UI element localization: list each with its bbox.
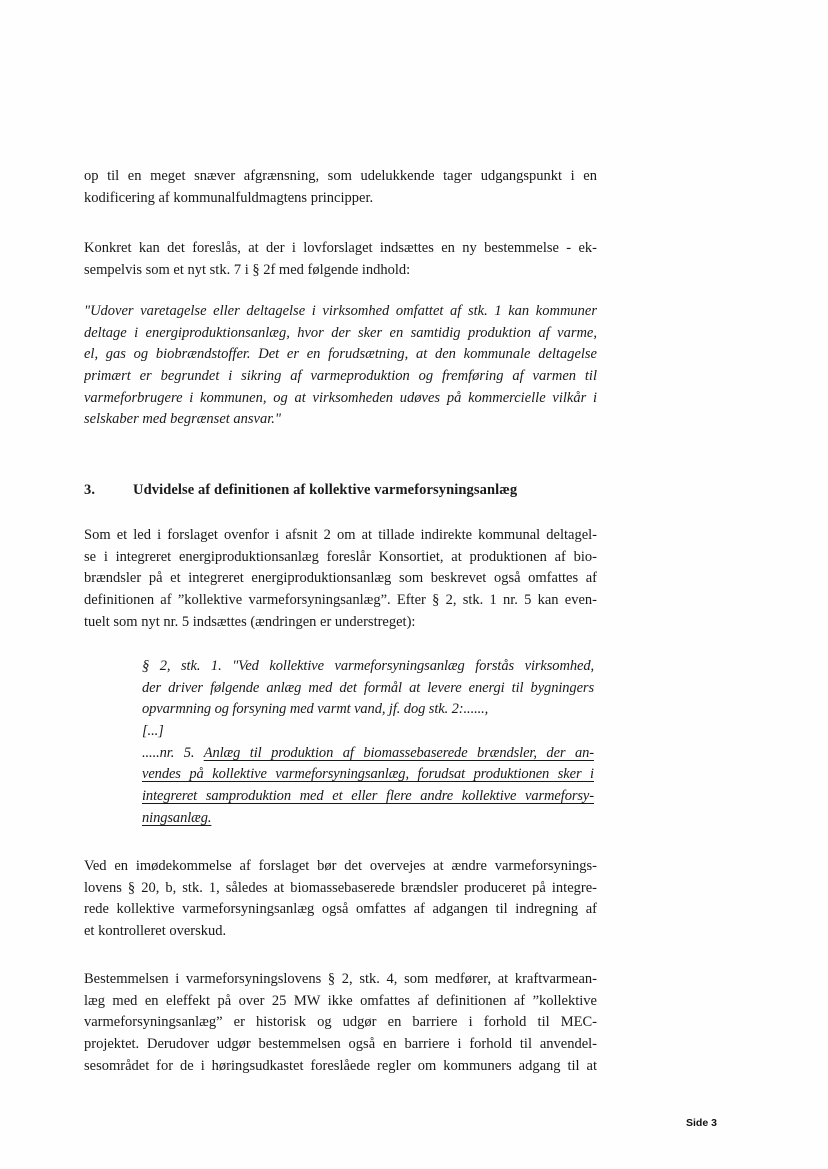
text-line: selskaber med begrænset ansvar." bbox=[84, 411, 281, 428]
text-line: § 2, stk. 1. "Ved kollektive varmeforsyningsanlæg forstås virksomhed, bbox=[142, 658, 594, 674]
section-heading bbox=[84, 480, 597, 502]
text-line: sesområdet for de i høringsudkastet foreslåede regler om kommuners adgang til at bbox=[84, 1057, 597, 1074]
text-line: definitionen af ”kollektive varmeforsyningsanlæg”. Efter § 2, stk. 1 nr. 5 kan even- bbox=[84, 592, 597, 609]
statute-quote-block bbox=[142, 656, 594, 830]
text-line: Konkret kan det foreslås, at der i lovforslaget indsættes en ny bestemmelse - ek- bbox=[84, 240, 597, 256]
text-line: et kontrolleret overskud. bbox=[84, 923, 227, 940]
text-line-mixed bbox=[142, 743, 594, 765]
paragraph-som-et-led bbox=[84, 525, 597, 633]
text-line: læg med en eleffekt på over 25 MW ikke omfattes af definitionen af ”kollektive bbox=[84, 992, 597, 1009]
section-title: Udvidelse af definitionen af kollektive varmeforsyningsanlæg bbox=[133, 482, 518, 498]
statute-nr5-underlined: Anlæg til produktion af biomassebaserede brændsler, der an- bbox=[203, 744, 594, 761]
text-line: varmeforsyningsanlæg” er historisk og udgør en barriere i forhold til MEC- bbox=[84, 1014, 597, 1031]
quote-draft-provision bbox=[84, 301, 597, 431]
text-line: deltage i energiproduktionsanlæg, hvor der sker en samtidig produktion af varme, bbox=[84, 324, 597, 341]
text-line: lovens § 20, b, stk. 1, således at biomassebaserede brændsler produceret på integre- bbox=[84, 879, 597, 896]
paragraph-ved-en bbox=[84, 856, 597, 943]
text-line: der driver følgende anlæg med det formål at levere energi til bygningers bbox=[142, 679, 594, 696]
text-line-underlined: ningsanlæg. bbox=[142, 809, 212, 826]
statute-nr5-prefix: .....nr. 5. bbox=[142, 744, 204, 761]
text-line: sempelvis som et nyt stk. 7 i § 2f med følgende indhold: bbox=[84, 261, 411, 278]
text-line: brændsler på et integreret energiproduktionsanlæg som beskrevet også omfattes af bbox=[84, 570, 597, 587]
page-number: Side 3 bbox=[686, 1117, 717, 1129]
text-line: tuelt som nyt nr. 5 indsættes (ændringen er understreget): bbox=[84, 613, 416, 630]
text-line: opvarmning og forsyning med varmt vand, jf. dog stk. 2:......, bbox=[142, 701, 489, 718]
text-line-underlined: vendes på kollektive varmeforsyningsanlæg, forudsat produktionen sker i bbox=[142, 766, 594, 783]
text-line: rede kollektive varmeforsyningsanlæg også omfattes af adgangen til indregning af bbox=[84, 901, 597, 918]
text-line: Ved en imødekommelse af forslaget bør det overvejes at ændre varmeforsynings- bbox=[84, 858, 597, 874]
paragraph-intro bbox=[84, 166, 597, 209]
text-line: varmeforbrugere i kommunen, og at virksomheden udøves på kommercielle vilkår i bbox=[84, 389, 597, 406]
text-line: se i integreret energiproduktionsanlæg foreslår Konsortiet, at produktionen af bio- bbox=[84, 548, 597, 565]
text-line-underlined: integreret samproduktion med et eller flere andre kollektive varmeforsy- bbox=[142, 788, 594, 805]
text-line: Som et led i forslaget ovenfor i afsnit 2 om at tillade indirekte kommunal deltagel- bbox=[84, 527, 597, 543]
text-line: Bestemmelsen i varmeforsyningslovens § 2, stk. 4, som medfører, at kraftvarmean- bbox=[84, 971, 597, 987]
text-line: op til en meget snæver afgrænsning, som udelukkende tager udgangspunkt i en bbox=[84, 168, 597, 184]
text-line: [...] bbox=[142, 723, 164, 740]
text-line: kodificering af kommunalfuldmagtens principper. bbox=[84, 189, 374, 206]
section-number: 3. bbox=[84, 482, 96, 498]
text-line: "Udover varetagelse eller deltagelse i virksomhed omfattet af stk. 1 kan kommuner bbox=[84, 303, 597, 319]
text-line: el, gas og biobrændstoffer. Det er en forudsætning, at den kommunale deltagelse bbox=[84, 346, 597, 363]
paragraph-bestemmelsen bbox=[84, 969, 597, 1077]
text-line: primært er begrundet i sikring af varmeproduktion og fremføring af varmen til bbox=[84, 368, 597, 385]
text-line: projektet. Derudover udgør bestemmelsen også en barriere i forhold til anvendel- bbox=[84, 1036, 597, 1053]
paragraph-konkret bbox=[84, 238, 597, 281]
